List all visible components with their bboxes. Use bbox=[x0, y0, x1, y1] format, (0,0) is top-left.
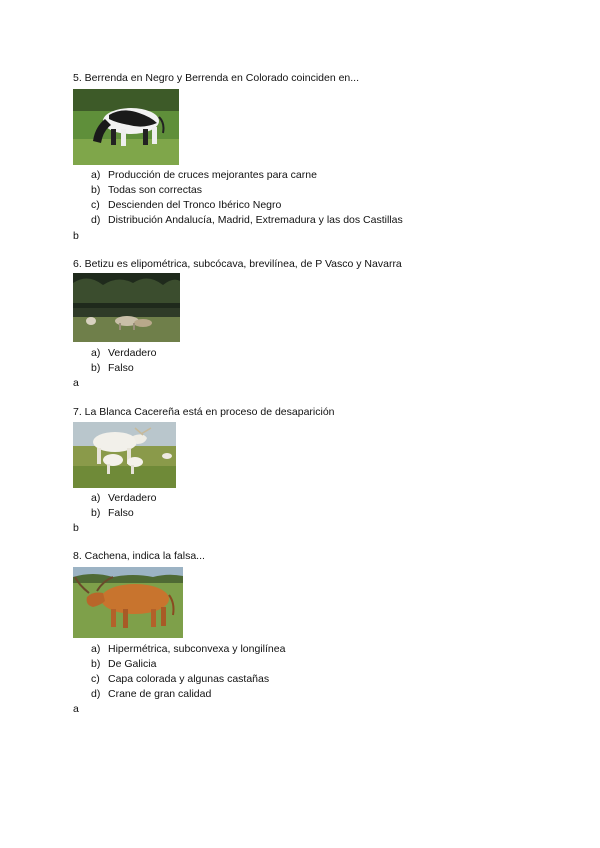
black-white-cow-photo bbox=[73, 89, 179, 165]
question-title: 7. La Blanca Cacereña está en proceso de desaparición bbox=[73, 406, 335, 418]
answer: a bbox=[73, 377, 79, 389]
question-title: 5. Berrenda en Negro y Berrenda en Colorado coinciden en... bbox=[73, 72, 360, 84]
answer: a bbox=[73, 703, 79, 715]
forest-cattle-photo bbox=[73, 273, 180, 342]
option: a) Hipermétrica, subconvexa y longilínea bbox=[91, 643, 286, 655]
option: d) Crane de gran calidad bbox=[91, 688, 212, 700]
option: c) Capa colorada y algunas castañas bbox=[91, 673, 270, 685]
option: b) Todas son correctas bbox=[91, 184, 202, 196]
option: c) Descienden del Tronco Ibérico Negro bbox=[91, 199, 282, 211]
option: a) Producción de cruces mejorantes para carne bbox=[91, 169, 317, 181]
option: b) Falso bbox=[91, 362, 134, 374]
white-cow-calves-photo bbox=[73, 422, 176, 488]
brown-cow-photo bbox=[73, 567, 183, 638]
option: b) De Galicia bbox=[91, 658, 157, 670]
option: a) Verdadero bbox=[91, 492, 157, 504]
option: b) Falso bbox=[91, 507, 134, 519]
option: d) Distribución Andalucía, Madrid, Extremadura y las dos Castillas bbox=[91, 214, 403, 226]
option: a) Verdadero bbox=[91, 347, 157, 359]
answer: b bbox=[73, 522, 79, 534]
question-title: 8. Cachena, indica la falsa... bbox=[73, 550, 205, 562]
answer: b bbox=[73, 230, 79, 242]
question-title: 6. Betizu es elipométrica, subcócava, brevilínea, de P Vasco y Navarra bbox=[73, 258, 402, 270]
